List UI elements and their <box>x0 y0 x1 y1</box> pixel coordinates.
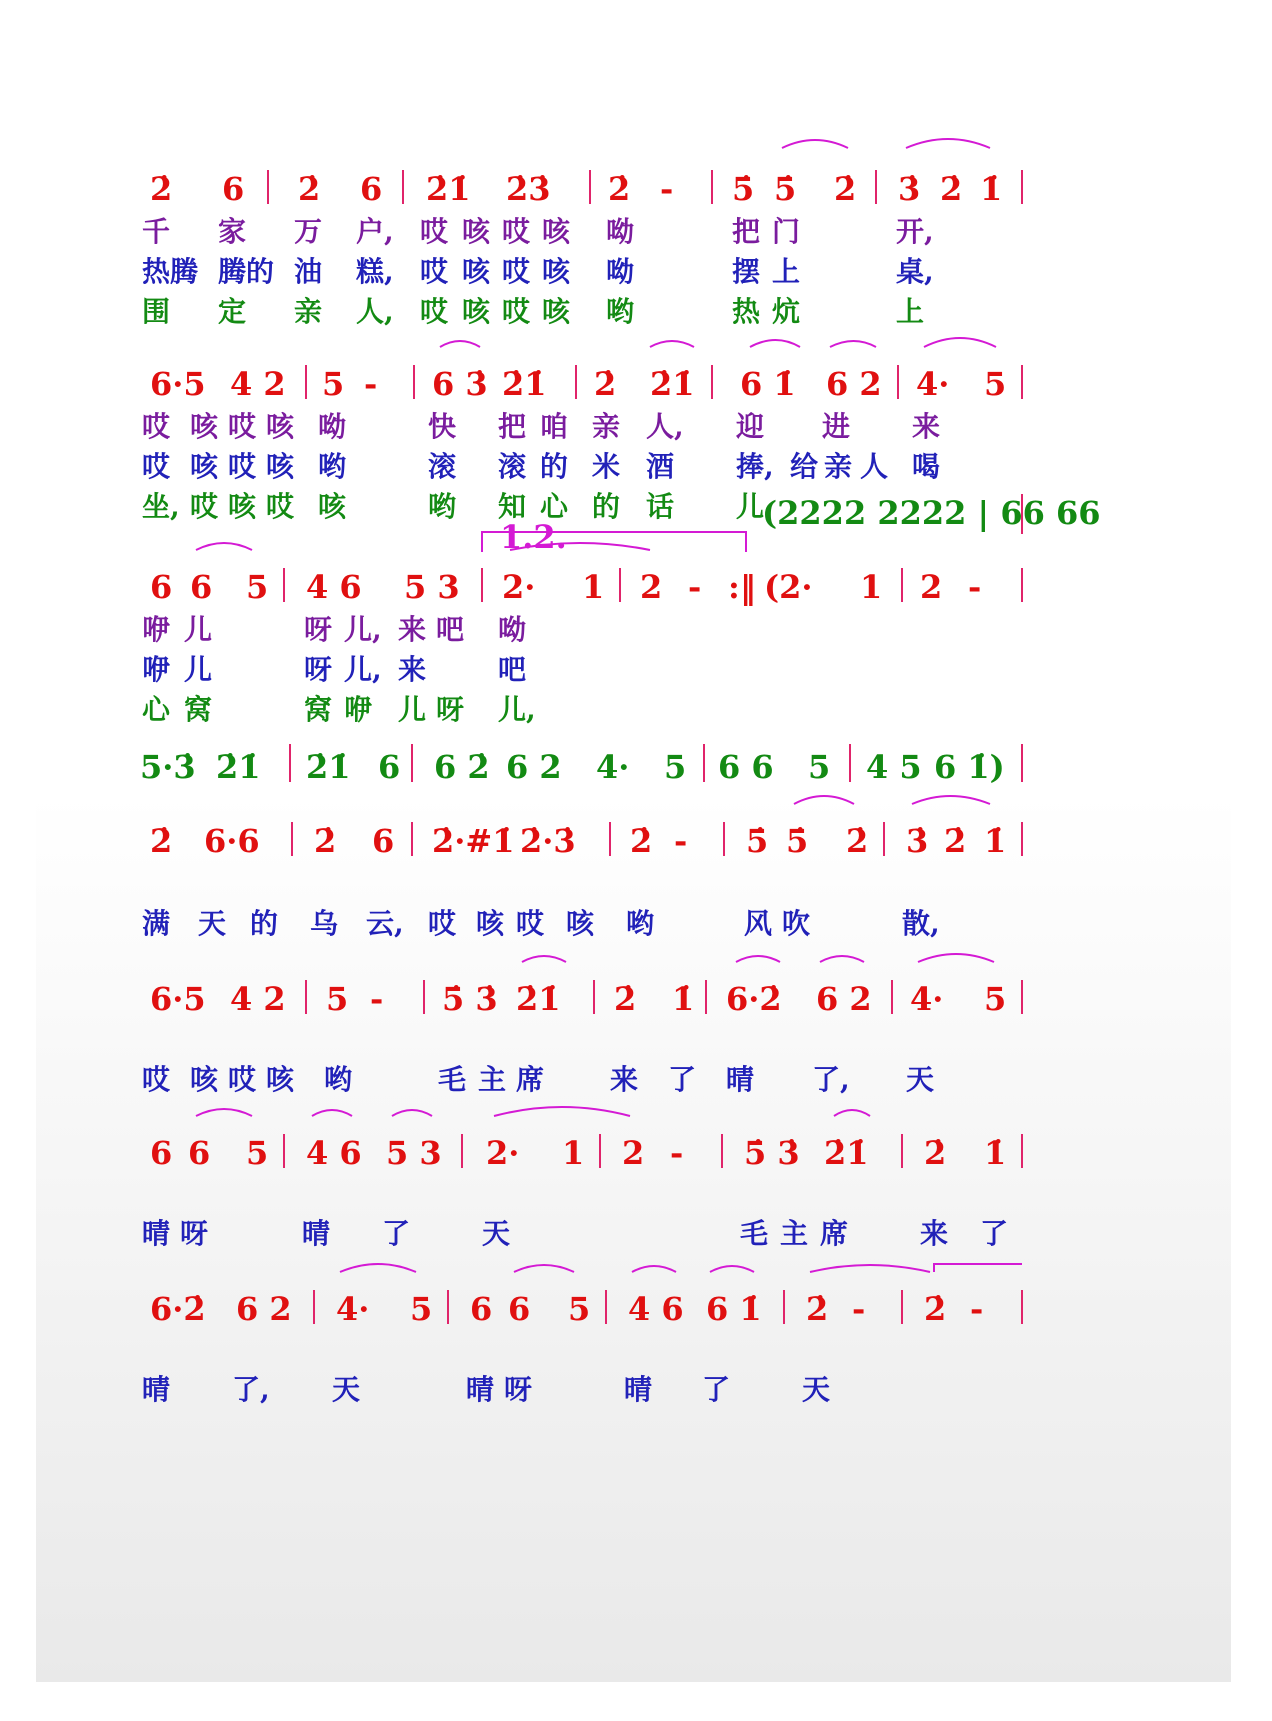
note: 5 <box>568 1290 591 1328</box>
note: - <box>968 568 982 606</box>
lyric-syllable: 给 <box>790 450 819 483</box>
lyric-syllable: 哟 <box>626 907 655 940</box>
lyric-syllable: 咳 <box>318 490 347 523</box>
note: 6 <box>190 568 213 606</box>
note: 2̇1̇ <box>502 365 547 403</box>
lyric-syllable: 窝 <box>184 693 213 726</box>
note: 6 <box>150 1134 173 1172</box>
lyric-syllable: 天 <box>802 1373 831 1406</box>
lyric-syllable: 哎 <box>228 450 257 483</box>
lyric-syllable: 咳 <box>266 1063 295 1096</box>
lyric-syllable: 哎 <box>502 215 531 248</box>
note: 6 2̇ <box>434 748 490 786</box>
lyric-row-5 <box>0 902 1272 942</box>
note: 6 1̇ <box>740 365 796 403</box>
lyric-syllable: 糕, <box>356 255 394 288</box>
note: 2̇ <box>608 170 631 208</box>
note: 5̇ 3̇ <box>744 1134 800 1172</box>
lyric-syllable: 满 <box>142 907 171 940</box>
note: 1 <box>582 568 605 606</box>
note: 1̇ <box>984 1134 1007 1172</box>
note: 2̇1̇ <box>216 748 261 786</box>
lyric-syllable: 上 <box>896 295 925 328</box>
lyric-syllable: 快 <box>428 410 457 443</box>
lyric-syllable: 呀 <box>304 613 333 646</box>
notation-row-6 <box>0 970 1272 1030</box>
lyric-syllable: 咿 <box>344 693 373 726</box>
note: 6 <box>150 568 173 606</box>
lyric-syllable: 喝 <box>912 450 941 483</box>
note: 2̇ <box>940 170 963 208</box>
note: 4 6 <box>306 568 362 606</box>
lyric-syllable: 咳 <box>462 255 491 288</box>
lyric-syllable: 户, <box>356 215 394 248</box>
lyric-syllable: 把 <box>498 410 527 443</box>
lyric-syllable: 儿 <box>184 653 213 686</box>
note: 2̇ <box>924 1290 947 1328</box>
note: 4· <box>916 365 950 403</box>
notation-row-5 <box>0 812 1272 872</box>
interlude-notes: (2222 2222 | 66 66 <box>762 494 1101 532</box>
note: 6 1̇) <box>934 748 1005 786</box>
lyric-syllable: 来 <box>920 1217 949 1250</box>
lyric-syllable: 滚 <box>428 450 457 483</box>
note: 5 <box>326 980 349 1018</box>
lyric-syllable: 哎 <box>502 295 531 328</box>
lyric-row-3c <box>0 688 1272 728</box>
note: 2̇1̇ <box>824 1134 869 1172</box>
lyric-syllable: 席 <box>820 1217 849 1250</box>
notation-row-8-svg <box>0 1280 1272 1340</box>
lyric-syllable: 迎 <box>736 410 765 443</box>
lyric-syllable: 哟 <box>428 490 457 523</box>
lyric-syllable: 了 <box>702 1373 731 1406</box>
note: 6 2 <box>816 980 872 1018</box>
lyric-syllable: 坐, <box>142 490 180 523</box>
note: 5 <box>246 568 269 606</box>
note: 5 <box>984 365 1007 403</box>
lyric-syllable: 知 <box>498 490 527 523</box>
note: 6·2̇ <box>726 980 782 1018</box>
lyric-syllable: 哟 <box>606 295 635 328</box>
lyric-syllable: 定 <box>218 295 247 328</box>
lyric-syllable: 了, <box>812 1063 850 1096</box>
note: 6 <box>360 170 383 208</box>
lyric-syllable: 呀 <box>436 693 465 726</box>
lyric-syllable: 呦 <box>498 613 527 646</box>
note: 2̇1̇ <box>650 365 695 403</box>
lyric-syllable: 热 <box>732 295 761 328</box>
spacer <box>0 1690 1 1691</box>
lyric-syllable: 哎 <box>142 450 171 483</box>
lyric-syllable: 桌, <box>896 255 934 288</box>
lyric-row-3a <box>0 608 1272 648</box>
lyric-syllable: 咿 <box>142 653 171 686</box>
note: - <box>364 365 378 403</box>
note: 5 3 <box>404 568 460 606</box>
note: 4 2 <box>230 980 286 1018</box>
lyric-syllable: 哎 <box>502 255 531 288</box>
note: 2̇·#1̇ <box>432 822 515 860</box>
lyric-syllable: 咿 <box>142 613 171 646</box>
note: 5 <box>410 1290 433 1328</box>
lyric-syllable: 了 <box>668 1063 697 1096</box>
note: 5 <box>984 980 1007 1018</box>
lyric-syllable: 晴 <box>142 1373 171 1406</box>
lyric-syllable: 儿, <box>344 613 382 646</box>
lyric-syllable: 把 <box>732 215 761 248</box>
lyric-syllable: 咳 <box>190 410 219 443</box>
lyric-syllable: 天 <box>482 1217 511 1250</box>
note: 6 3̇ <box>432 365 488 403</box>
note: 2· <box>486 1134 520 1172</box>
lyric-syllable: 来 <box>610 1063 639 1096</box>
lyric-syllable: 主 <box>780 1217 809 1250</box>
lyric-row-2b <box>0 445 1272 485</box>
lyric-syllable: 哎 <box>228 1063 257 1096</box>
note: 2 <box>920 568 943 606</box>
lyric-syllable: 呦 <box>606 215 635 248</box>
volta-label: 1.2. <box>500 518 567 556</box>
notation-row-8 <box>0 1280 1272 1340</box>
note: 5·3̇ <box>140 748 196 786</box>
note: 5̇ <box>774 170 797 208</box>
lyric-syllable: 围 <box>142 295 171 328</box>
lyric-syllable: 心 <box>540 490 569 523</box>
lyric-syllable: 哎 <box>420 215 449 248</box>
note: 2̇ <box>846 822 869 860</box>
note: (2· <box>764 568 813 606</box>
note: :‖ <box>728 568 756 606</box>
lyric-syllable: 咳 <box>266 450 295 483</box>
lyric-syllable: 的 <box>250 907 279 940</box>
lyric-syllable: 亲 <box>824 450 853 483</box>
lyric-syllable: 米 <box>592 450 621 483</box>
note: - <box>660 170 674 208</box>
note: 2̇1̇ <box>516 980 561 1018</box>
note: 2̇ <box>594 365 617 403</box>
note: 2̇ <box>298 170 321 208</box>
lyric-syllable: 主 <box>478 1063 507 1096</box>
note: 6 <box>372 822 395 860</box>
note: 6·5 <box>150 365 206 403</box>
lyric-syllable: 呀 <box>504 1373 533 1406</box>
lyric-row-3b <box>0 648 1272 688</box>
lyric-syllable: 的 <box>592 490 621 523</box>
note: 4· <box>336 1290 370 1328</box>
lyric-syllable: 毛 <box>740 1217 769 1250</box>
note: 2̇ <box>630 822 653 860</box>
lyric-syllable: 咳 <box>566 907 595 940</box>
lyric-syllable: 来 <box>912 410 941 443</box>
note: - <box>970 1290 984 1328</box>
lyric-syllable: 哟 <box>324 1063 353 1096</box>
note: 4 6 <box>628 1290 684 1328</box>
note: 2̇ <box>614 980 637 1018</box>
lyric-syllable: 天 <box>906 1063 935 1096</box>
lyric-syllable: 哎 <box>516 907 545 940</box>
lyric-syllable: 儿 <box>736 490 765 523</box>
note: - <box>852 1290 866 1328</box>
note: 6 <box>222 170 245 208</box>
note: 5 <box>808 748 831 786</box>
lyric-syllable: 咳 <box>190 1063 219 1096</box>
note: - <box>370 980 384 1018</box>
lyric-row-8 <box>0 1368 1272 1408</box>
lyric-syllable: 话 <box>646 490 675 523</box>
note: 3̇ <box>898 170 921 208</box>
note: 2 <box>622 1134 645 1172</box>
note: 6 <box>508 1290 531 1328</box>
lyric-syllable: 热腾 <box>142 255 199 288</box>
lyric-syllable: 咳 <box>542 215 571 248</box>
lyric-syllable: 来 <box>398 613 427 646</box>
lyric-syllable: 滚 <box>498 450 527 483</box>
lyric-syllable: 人, <box>356 295 394 328</box>
lyric-syllable: 席 <box>516 1063 545 1096</box>
note: 2̇ <box>314 822 337 860</box>
lyric-syllable: 咳 <box>266 410 295 443</box>
lyric-syllable: 咳 <box>228 490 257 523</box>
lyric-syllable: 晴 <box>466 1373 495 1406</box>
note: 6 <box>470 1290 493 1328</box>
note: 2̇ <box>924 1134 947 1172</box>
lyric-syllable: 哎 <box>142 1063 171 1096</box>
lyric-syllable: 儿 <box>184 613 213 646</box>
note: 2̇ <box>944 822 967 860</box>
lyric-syllable: 晴 <box>726 1063 755 1096</box>
lyric-syllable: 家 <box>218 215 247 248</box>
note: 6 2 <box>826 365 882 403</box>
lyric-syllable: 摆 <box>732 255 761 288</box>
lyric-syllable: 人 <box>860 450 889 483</box>
lyric-syllable: 晴 <box>624 1373 653 1406</box>
lyric-syllable: 儿 <box>398 693 427 726</box>
lyric-syllable: 哎 <box>190 490 219 523</box>
lyric-row-7 <box>0 1212 1272 1252</box>
notation-row-7 <box>0 1124 1272 1184</box>
lyric-syllable: 咳 <box>190 450 219 483</box>
lyric-syllable: 了 <box>382 1217 411 1250</box>
lyric-syllable: 哎 <box>420 255 449 288</box>
note: 6·5 <box>150 980 206 1018</box>
note: 1̇ <box>984 822 1007 860</box>
lyric-syllable: 哎 <box>142 410 171 443</box>
lyric-syllable: 咳 <box>542 255 571 288</box>
lyric-syllable: 咳 <box>462 295 491 328</box>
note: - <box>674 822 688 860</box>
notation-row-4-svg <box>0 738 1272 798</box>
lyric-syllable: 晴 <box>302 1217 331 1250</box>
lyric-syllable: 心 <box>142 693 171 726</box>
lyric-row-2a <box>0 405 1272 445</box>
note: 2̇ <box>150 822 173 860</box>
lyric-syllable: 哎 <box>428 907 457 940</box>
note: 2̇·3̇ <box>520 822 576 860</box>
lyric-syllable: 上 <box>772 255 801 288</box>
note: 3̇ <box>906 822 929 860</box>
lyric-syllable: 吧 <box>498 653 527 686</box>
lyric-syllable: 哎 <box>266 490 295 523</box>
note: 2̇ <box>806 1290 829 1328</box>
lyric-syllable: 了, <box>232 1373 270 1406</box>
notation-row-4 <box>0 738 1272 798</box>
note: 5̇ <box>786 822 809 860</box>
note: 6·6 <box>204 822 260 860</box>
note: 4· <box>596 748 630 786</box>
lyric-syllable: 儿, <box>498 693 536 726</box>
note: 5 <box>246 1134 269 1172</box>
note: 2̇3̇ <box>506 170 551 208</box>
lyric-syllable: 窝 <box>304 693 333 726</box>
note: 1 <box>860 568 883 606</box>
lyric-syllable: 哟 <box>318 450 347 483</box>
note: 2· <box>502 568 536 606</box>
lyric-syllable: 天 <box>332 1373 361 1406</box>
lyric-syllable: 毛 <box>438 1063 467 1096</box>
lyric-syllable: 咱 <box>540 410 569 443</box>
lyric-syllable: 咳 <box>542 295 571 328</box>
lyric-syllable: 亲 <box>592 410 621 443</box>
lyric-syllable: 乌 <box>310 907 339 940</box>
lyric-syllable: 吹 <box>782 907 811 940</box>
lyric-syllable: 了 <box>980 1217 1009 1250</box>
note: 2 <box>640 568 663 606</box>
lyric-syllable: 进 <box>822 410 851 443</box>
note: 6 6 <box>718 748 774 786</box>
lyric-row-6 <box>0 1058 1272 1098</box>
lyric-syllable: 天 <box>198 907 227 940</box>
lyric-syllable: 哎 <box>420 295 449 328</box>
lyric-syllable: 人, <box>646 410 684 443</box>
lyric-syllable: 千 <box>142 215 171 248</box>
note: 5̇ <box>732 170 755 208</box>
note: 6 <box>378 748 401 786</box>
lyric-syllable: 的 <box>540 450 569 483</box>
note: - <box>688 568 702 606</box>
note: 4 5 <box>866 748 922 786</box>
note: 6 2 <box>236 1290 292 1328</box>
lyric-syllable: 散, <box>902 907 940 940</box>
note: 6 1̇ <box>706 1290 762 1328</box>
lyric-syllable: 呀 <box>304 653 333 686</box>
lyric-syllable: 亲 <box>294 295 323 328</box>
lyric-syllable: 来 <box>398 653 427 686</box>
note: 5 <box>664 748 687 786</box>
lyric-syllable: 云, <box>366 907 404 940</box>
note: - <box>670 1134 684 1172</box>
lyric-syllable: 开, <box>896 215 934 248</box>
interlude-row <box>0 490 1272 550</box>
lyric-syllable: 捧, <box>736 450 774 483</box>
note: 2̇1̇ <box>426 170 471 208</box>
lyric-syllable: 酒 <box>646 450 675 483</box>
notation-row-7-svg <box>0 1124 1272 1184</box>
lyric-syllable: 哎 <box>228 410 257 443</box>
note: 4 2 <box>230 365 286 403</box>
note: 4· <box>910 980 944 1018</box>
note: 6·2̇ <box>150 1290 206 1328</box>
interlude-svg <box>0 490 1272 550</box>
note: 2̇ <box>834 170 857 208</box>
lyric-syllable: 呦 <box>606 255 635 288</box>
lyric-syllable: 呦 <box>318 410 347 443</box>
lyric-syllable: 炕 <box>772 295 801 328</box>
note: 5 3 <box>386 1134 442 1172</box>
lyric-row-1b <box>0 250 1272 290</box>
note: 2̇1̇ <box>306 748 351 786</box>
lyric-syllable: 吧 <box>436 613 465 646</box>
note: 6 <box>188 1134 211 1172</box>
lyric-syllable: 万 <box>294 215 323 248</box>
lyric-syllable: 油 <box>294 255 323 288</box>
lyric-syllable: 风 <box>744 907 773 940</box>
lyric-syllable: 晴 <box>142 1217 171 1250</box>
lyric-syllable: 儿, <box>344 653 382 686</box>
lyric-row-1a <box>0 210 1272 250</box>
note: 5̇ 3̇ <box>442 980 498 1018</box>
notation-row-5-svg <box>0 812 1272 872</box>
note: 1 <box>562 1134 585 1172</box>
note: 1̇ <box>980 170 1003 208</box>
lyric-syllable: 咳 <box>476 907 505 940</box>
note: 1̇ <box>672 980 695 1018</box>
lyric-syllable: 咳 <box>462 215 491 248</box>
lyric-syllable: 腾的 <box>218 255 275 288</box>
lyric-row-1c <box>0 290 1272 330</box>
note: 4 6 <box>306 1134 362 1172</box>
note: 2̇ <box>150 170 173 208</box>
lyric-syllable: 呀 <box>180 1217 209 1250</box>
lyric-syllable: 门 <box>772 215 801 248</box>
note: 5̇ <box>746 822 769 860</box>
note: 6 2 <box>506 748 562 786</box>
notation-row-6-svg <box>0 970 1272 1030</box>
note: 5 <box>322 365 345 403</box>
